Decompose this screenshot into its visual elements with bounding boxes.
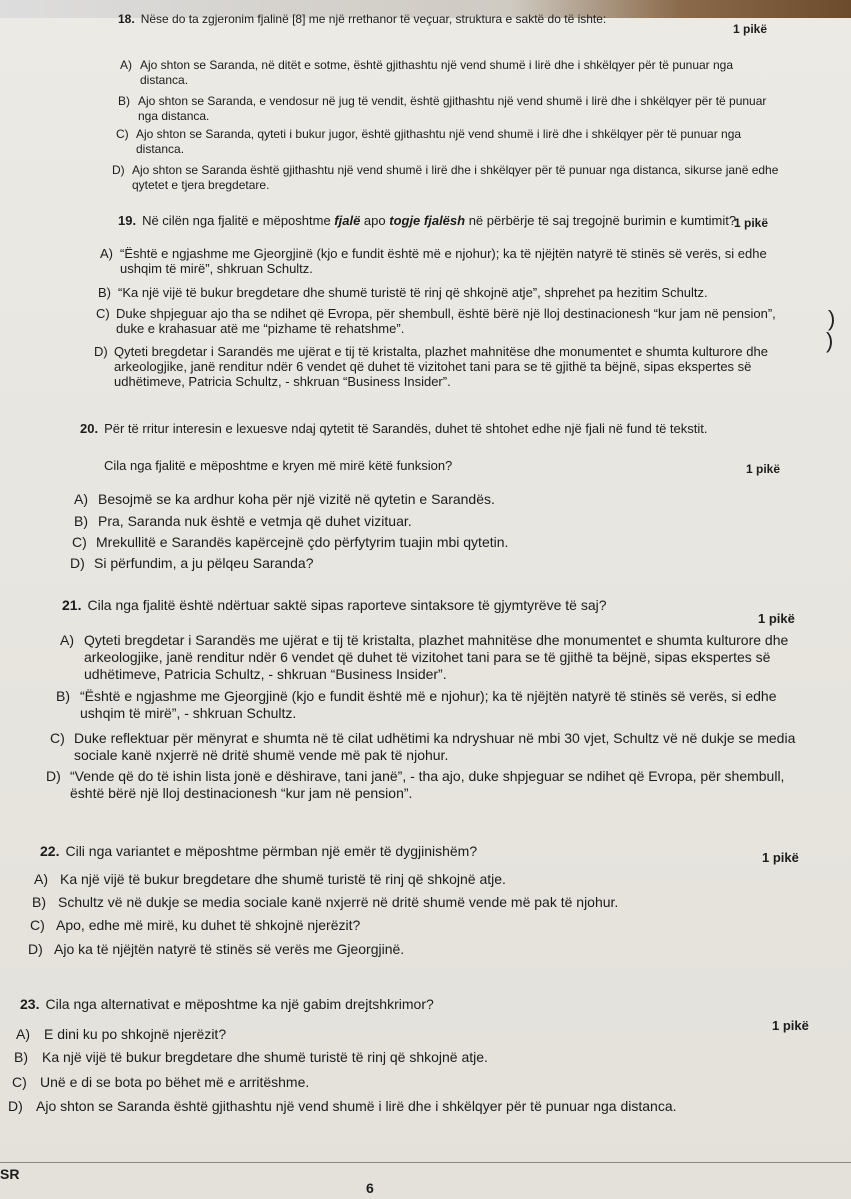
margin-bracket-bottom: ) <box>826 328 834 353</box>
q23-option-a[interactable]: A) E dini ku po shkojnë njerëzit? <box>16 1026 227 1042</box>
page-number: 6 <box>366 1180 374 1196</box>
q21-option-c[interactable]: C) Duke reflektuar për mënyrat e shumta në të cilat udhëtimi ka ndryshuar në mbi 30 vjet, Schultz vë në dukje se media sociale kanë nxjerrë në dritë shumë vende më pak të njohur. <box>50 730 796 763</box>
q23-option-c[interactable]: C) Unë e di se bota po bëhet më e arritëshme. <box>12 1074 310 1090</box>
q21-points: 1 pikë <box>758 611 795 626</box>
q18-title: 18. Nëse do ta zgjeronim fjalinë [8] me një rrethanor të veçuar, struktura e saktë do të ishte: <box>118 12 607 26</box>
q18-option-b[interactable]: B) Ajo shton se Saranda, e vendosur në jug të vendit, është gjithashtu një vend shumë i lirë dhe i shkëlqyer për të punuar nga distanca. <box>118 94 767 123</box>
q22-option-b[interactable]: B) Schultz vë në dukje se media sociale kanë nxjerrë në dritë shumë vende më pak të njohur. <box>32 894 619 910</box>
q18-option-c[interactable]: C) Ajo shton se Saranda, qyteti i bukur jugor, është gjithashtu një vend shumë i lirë dhe i shkëlqyer për të punuar nga distanca. <box>116 127 742 156</box>
q22-points: 1 pikë <box>762 850 799 865</box>
q20-option-c[interactable]: C) Mrekullitë e Sarandës kapërcejnë çdo përfytyrim tuajin mbi qytetin. <box>72 534 509 550</box>
footer-divider <box>0 1162 851 1163</box>
q21-option-a[interactable]: A) Qyteti bregdetar i Sarandës me ujërat e tij të kristalta, plazhet mahnitëse dhe monumentet e shumta kulturore dhe arkeologjike, janë renditur ndër 6 vendet që duhet të vizitohet tani para se të gjithë ta bëjnë, sipas ekspertes së udhëtimeve, Patricia Schultz, - shkruan “Business Insider”. <box>60 632 789 682</box>
q21-option-d[interactable]: D) “Vende që do të ishin lista jonë e dëshirave, tani janë”, - tha ajo, duke shpjeguar se ndihet që Evropa, për shembull, është bërë një lloj destinacionesh “kur jam në pension”. <box>46 768 785 801</box>
q19-title: 19. Në cilën nga fjalitë e mëposhtme fjalë apo togje fjalësh në përbërje të saj tregojnë burimin e kumtimit? <box>118 213 737 228</box>
q23-option-d[interactable]: D) Ajo shton se Saranda është gjithashtu një vend shumë i lirë dhe i shkëlqyer për të punuar nga distanca. <box>8 1098 677 1114</box>
q21-title: 21. Cila nga fjalitë është ndërtuar saktë sipas raporteve sintaksore të gjymtyrëve të saj? <box>62 597 607 613</box>
q18-option-d[interactable]: D) Ajo shton se Saranda është gjithashtu një vend shumë i lirë dhe i shkëlqyer për të punuar nga distanca, sikurse janë edhe qytetet e tjera bregdetare. <box>112 163 779 192</box>
q18-option-a[interactable]: A) Ajo shton se Saranda, në ditët e sotme, është gjithashtu një vend shumë i lirë dhe i shkëlqyer për të punuar nga distanca. <box>120 58 734 87</box>
q20-option-d[interactable]: D) Si përfundim, a ju pëlqeu Saranda? <box>70 555 314 571</box>
q22-option-a[interactable]: A) Ka një vijë të bukur bregdetare dhe shumë turistë të rinj që shkojnë atje. <box>34 871 506 887</box>
q19-option-a[interactable]: A) “Është e ngjashme me Gjeorgjinë (kjo e fundit është më e njohur); ka të njëjtën natyrë të stinës së verës, si edhe ushqim të mirë”, shkruan Schultz. <box>100 246 767 276</box>
q23-option-b[interactable]: B) Ka një vijë të bukur bregdetare dhe shumë turistë të rinj që shkojnë atje. <box>14 1049 488 1065</box>
q23-points: 1 pikë <box>772 1018 809 1033</box>
q19-option-c[interactable]: C) Duke shpjeguar ajo tha se ndihet që Evropa, për shembull, është bërë një lloj destinacionesh “kur jam në pension”, duke e krahasuar atë me “pizhame të rehatshme”. <box>96 306 776 336</box>
q23-title: 23. Cila nga alternativat e mëposhtme ka një gabim drejtshkrimor? <box>20 996 434 1012</box>
q19-option-d[interactable]: D) Qyteti bregdetar i Sarandës me ujërat e tij të kristalta, plazhet mahnitëse dhe monumentet e shumta kulturore dhe arkeologjike, janë renditur ndër 6 vendet që duhet të vizitohet tani para se të gjithë ta bëjnë, sipas ekspertes së udhëtimeve, Patricia Schultz, - shkruan “Business Insider”. <box>94 344 768 389</box>
q22-option-d[interactable]: D) Ajo ka të njëjtën natyrë të stinës së verës me Gjeorgjinë. <box>28 941 405 957</box>
q22-option-c[interactable]: C) Apo, edhe më mirë, ku duhet të shkojnë njerëzit? <box>30 917 361 933</box>
q22-title: 22. Cili nga variantet e mëposhtme përmban një emër të dygjinishëm? <box>40 843 478 859</box>
q20-subprompt: Cila nga fjalitë e mëposhtme e kryen më mirë këtë funksion? <box>104 458 453 473</box>
q20-option-b[interactable]: B) Pra, Saranda nuk është e vetmja që duhet vizituar. <box>74 513 412 529</box>
q19-option-b[interactable]: B) “Ka një vijë të bukur bregdetare dhe shumë turistë të rinj që shkojnë atje”, shprehet pa hezitim Schultz. <box>98 285 708 300</box>
q18-points: 1 pikë <box>733 22 768 36</box>
q19-points: 1 pikë <box>734 216 769 230</box>
q20-points: 1 pikë <box>746 462 781 476</box>
q21-option-b[interactable]: B) “Është e ngjashme me Gjeorgjinë (kjo e fundit është më e njohur); ka të njëjtën natyrë të stinës së verës, si edhe ushqim të mirë”, - shkruan Schultz. <box>56 688 777 721</box>
q20-option-a[interactable]: A) Besojmë se ka ardhur koha për një vizitë në qytetin e Sarandës. <box>74 491 495 507</box>
footer-code: SR <box>0 1166 20 1182</box>
margin-bracket-top: ) <box>828 306 836 331</box>
q20-title: 20. Për të rritur interesin e lexuesve ndaj qytetit të Sarandës, duhet të shtohet edhe një fjali në fund të tekstit. <box>80 421 708 436</box>
